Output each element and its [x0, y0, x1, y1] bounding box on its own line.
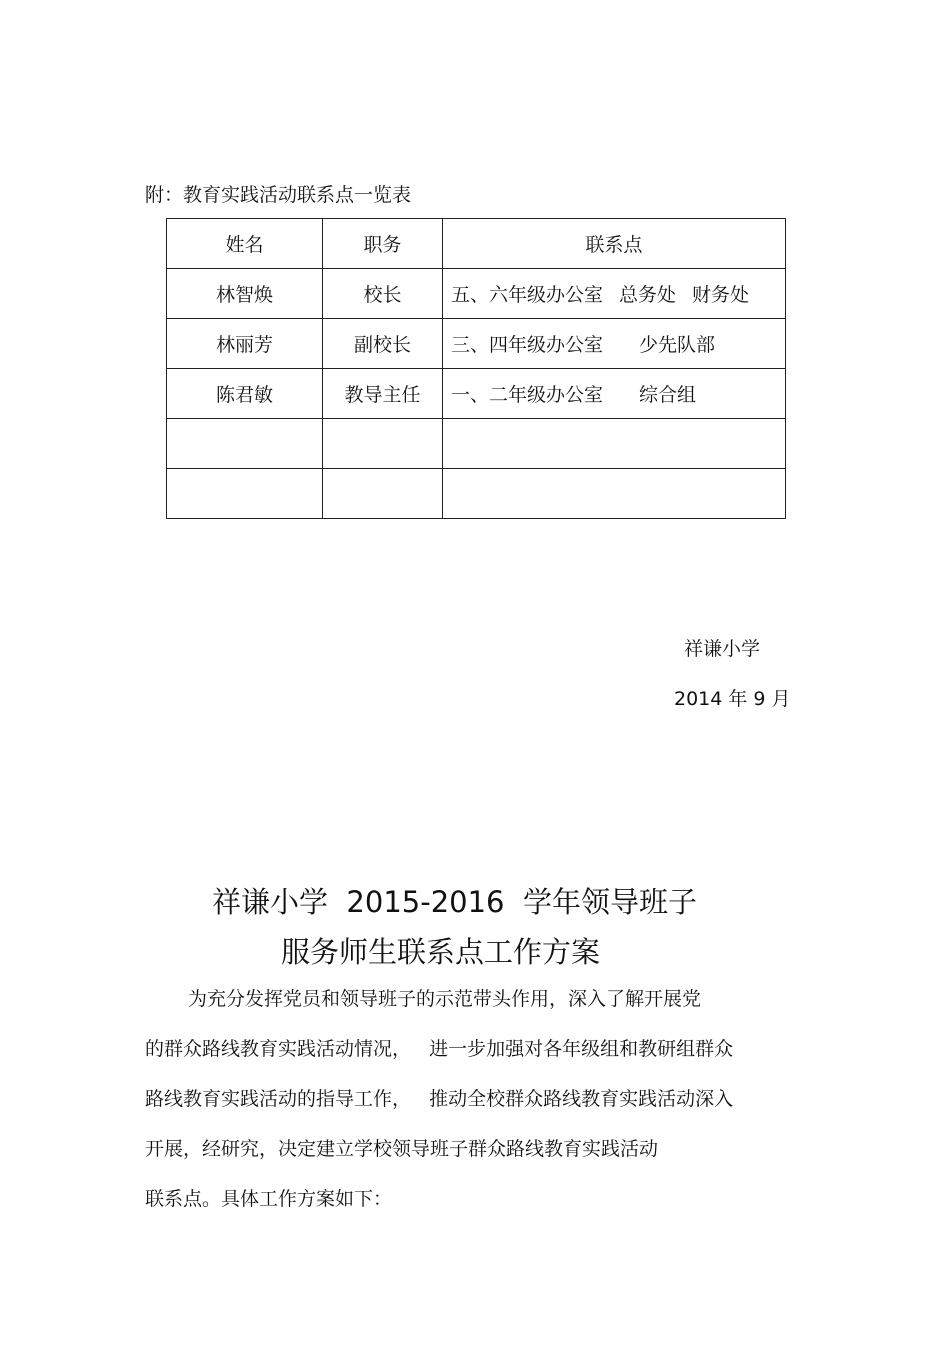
cell-contact-point: [443, 419, 786, 469]
table-row: [167, 269, 786, 319]
contact-points-table: [166, 218, 786, 519]
paragraph-line: 联系点。具体工作方案如下：: [145, 1188, 393, 1210]
contact-a: 三、四年级办公室: [451, 334, 604, 356]
cell-name: [167, 469, 323, 519]
signature-date: 2014 年 9 月: [674, 688, 791, 710]
cell-contact-point: [443, 319, 786, 369]
cell-position: [323, 469, 443, 519]
header-name: 姓名: [167, 219, 323, 269]
header-position: 职务: [323, 219, 443, 269]
paragraph-line: 的群众路线教育实践活动情况， 进一步加强对各年级组和教研组群众: [145, 1038, 734, 1060]
plan-title-line1: 祥谦小学 2015-2016 学年领导班子: [212, 885, 697, 919]
paragraph-line: 开展，经研究，决定建立学校领导班子群众路线教育实践活动: [145, 1138, 659, 1160]
contact-a: 一、二年级办公室: [451, 384, 604, 406]
cell-position: 教导主任: [323, 369, 443, 419]
cell-position: 校长: [323, 269, 443, 319]
cell-contact-point: [443, 469, 786, 519]
contact-b: 总务处: [619, 284, 677, 306]
contact-c: 财务处: [692, 284, 750, 306]
cell-name: 林智焕: [167, 269, 323, 319]
table-row: [167, 469, 786, 519]
cell-contact-point: [443, 369, 786, 419]
table-row: [167, 419, 786, 469]
paragraph-line: 路线教育实践活动的指导工作， 推动全校群众路线教育实践活动深入: [145, 1088, 734, 1110]
cell-contact-point: [443, 269, 786, 319]
attachment-title: 附：教育实践活动联系点一览表: [145, 184, 412, 206]
table-header-row: [167, 219, 786, 269]
contact-b: 综合组: [639, 384, 697, 406]
plan-title-line2: 服务师生联系点工作方案: [281, 935, 601, 969]
contact-b: 少先队部: [639, 334, 716, 356]
cell-position: [323, 419, 443, 469]
cell-position: 副校长: [323, 319, 443, 369]
header-contact-point: 联系点: [443, 219, 786, 269]
cell-name: 林丽芳: [167, 319, 323, 369]
cell-name: [167, 419, 323, 469]
signature-school: 祥谦小学: [684, 638, 761, 660]
table-row: [167, 319, 786, 369]
table-row: [167, 369, 786, 419]
paragraph-line: 为充分发挥党员和领导班子的示范带头作用，深入了解开展党: [188, 988, 702, 1010]
cell-name: 陈君敏: [167, 369, 323, 419]
contact-a: 五、六年级办公室: [451, 284, 604, 306]
